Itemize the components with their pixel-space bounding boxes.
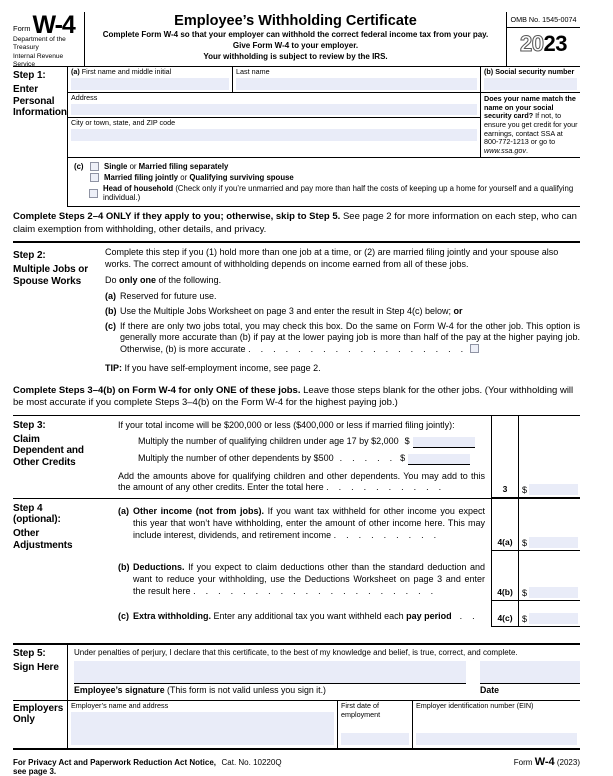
step3-amount-cell	[518, 416, 580, 498]
employer-name-label: Employer’s name and address	[71, 700, 169, 710]
step3-children-line: Multiply the number of qualifying children under age 17 by $2,000 $	[118, 436, 485, 448]
dot-leader: . . . . . . . . .	[333, 529, 439, 540]
step2-item-a: (a) Reserved for future use.	[105, 290, 217, 301]
step5-label: Step 5:	[13, 647, 46, 659]
step4c-amount-cell	[518, 601, 580, 627]
form-number: W-4	[32, 11, 75, 39]
form-footer	[13, 756, 580, 776]
employers-stub	[13, 701, 67, 748]
step1-stub	[13, 67, 67, 207]
filing-c-tag: (c)	[74, 162, 84, 172]
ssn-tag: (b)	[484, 67, 494, 76]
children-credit-input[interactable]	[413, 437, 475, 448]
filing-option-married-jointly: Married filing jointly or Qualifying surviving spouse	[74, 173, 580, 182]
step2-tip: TIP: If you have self-employment income, see page 2.	[105, 363, 321, 374]
other-dependents-input[interactable]	[408, 454, 470, 465]
omb-year-block	[506, 12, 580, 66]
dollar-sign: $	[522, 588, 528, 599]
step5-body	[67, 645, 580, 700]
step4-sublabel: Other Adjustments	[13, 528, 73, 551]
address-label: Address	[71, 93, 98, 102]
step4c-row	[13, 601, 580, 627]
dollar-sign: $	[522, 613, 528, 624]
employers-label: Employers Only	[13, 702, 64, 726]
date-block	[480, 661, 580, 695]
city-cell	[68, 118, 480, 143]
step4a-line-number: 4(a)	[491, 499, 518, 551]
city-label: City or town, state, and ZIP code	[71, 118, 176, 127]
employer-name-cell	[68, 701, 338, 748]
first-name-tag: (a)	[71, 67, 80, 76]
footer-form-id: Form W-4 (2023)	[513, 755, 580, 768]
agency-line-1: Department of the Treasury	[13, 36, 66, 52]
step4b-content: (b) Deductions. If you expect to claim deductions other than the standard deduction and want to reduce your withholding, use the Deductions Worksheet on page 3 and enter the result here . . . . . . . . . . . . . . . . . . . .	[118, 562, 485, 596]
form-word: Form	[13, 24, 31, 34]
form-title: Employee’s Withholding Certificate	[174, 13, 417, 29]
last-name-label: Last name	[236, 67, 270, 76]
step2-do-one: Do only one of the following.	[105, 274, 222, 285]
signature-label: Employee’s signature (This form is not valid unless you sign it.)	[74, 683, 466, 695]
step5-section	[13, 643, 580, 700]
step3-stub	[13, 416, 105, 498]
dollar-sign: $	[404, 436, 410, 447]
step2-label: Step 2:	[13, 250, 46, 262]
form-header	[13, 12, 580, 67]
step1-section	[13, 67, 580, 207]
form-subtitle-1: Complete Form W-4 so that your employer can withhold the correct federal income tax from your pay.	[102, 30, 489, 39]
step5-sublabel: Sign Here	[13, 661, 59, 673]
dollar-sign: $	[522, 485, 528, 496]
filing-status-section	[68, 158, 580, 207]
address-input[interactable]	[71, 104, 477, 115]
date-input[interactable]	[480, 661, 580, 683]
step2-section	[13, 243, 580, 381]
step3-section	[13, 416, 580, 499]
first-name-label: (a) First name and middle initial	[71, 67, 172, 76]
step4-stub	[13, 499, 105, 551]
agency-name	[13, 36, 82, 69]
step4b-amount-cell	[518, 551, 580, 601]
ein-label: Employer identification number (EIN)	[416, 700, 534, 710]
privacy-act-notice: For Privacy Act and Paperwork Reduction Act Notice, see page 3.	[13, 757, 217, 776]
step3-label: Step 3:	[13, 419, 46, 431]
step3-line-number: 3	[491, 416, 518, 498]
step1-body	[67, 67, 580, 207]
employer-name-address-input[interactable]	[71, 712, 334, 745]
deductions-input[interactable]	[529, 587, 578, 598]
step3-total-text: Add the amounts above for qualifying children and other dependents. You may add to this the amount of any other credits. Enter the total here . . . . . . . . . .	[118, 470, 485, 493]
ssn-cell	[481, 67, 580, 93]
step4-label: Step 4 (optional):	[13, 503, 61, 526]
omb-number: OMB No. 1545-0074	[507, 12, 580, 28]
step2-sublabel: Multiple Jobs or Spouse Works	[13, 264, 89, 287]
address-cell	[68, 93, 480, 118]
employers-only-section	[13, 700, 580, 750]
checkbox-head-of-household[interactable]	[89, 189, 98, 198]
ein-cell	[413, 701, 580, 748]
extra-withholding-input[interactable]	[529, 613, 578, 624]
dot-leader: . . . . . . . . . . . . . . . . . .	[248, 344, 466, 355]
step2-item-b: (b) Use the Multiple Jobs Worksheet on page 3 and enter the result in Step 4(c) below; or	[105, 305, 463, 316]
ssn-label: (b) Social security number	[484, 67, 575, 76]
signature-block	[74, 661, 466, 695]
signature-input[interactable]	[74, 661, 466, 683]
city-input[interactable]	[71, 129, 477, 141]
step2-stub	[13, 247, 105, 375]
checkbox-two-jobs[interactable]	[470, 344, 479, 353]
perjury-declaration: Under penalties of perjury, I declare that this certificate, to the best of my knowledge and belief, is true, correct, and complete.	[74, 647, 518, 657]
step3-content	[105, 416, 491, 498]
step4a-row	[13, 499, 580, 551]
filing-option-head-of-household: Head of household (Check only if you’re unmarried and pay more than half the costs of keeping up a home for yourself and a qualifying individual.)	[74, 184, 580, 202]
total-credits-input[interactable]	[529, 484, 578, 495]
first-date-label: First date of employment	[341, 700, 381, 719]
tax-year-prefix: 20	[520, 31, 544, 56]
tax-year-suffix: 23	[543, 31, 567, 56]
dot-leader: . . . . . . . . . . . . . . . . . . . .	[193, 585, 436, 596]
first-name-cell	[68, 67, 233, 92]
step4a-content: (a) Other income (not from jobs). If you want tax withheld for other income you expect this year that won’t have withholding, enter the amount of other income here. This may include interest, dividends, and retirement income . . . . . . . . .	[118, 506, 485, 540]
dot-leader: . .	[451, 611, 477, 622]
step3-sublabel: Claim Dependent and Other Credits	[13, 433, 84, 468]
date-label: Date	[480, 683, 580, 695]
first-name-input[interactable]	[71, 78, 229, 90]
first-date-cell	[338, 701, 413, 748]
filing-option-single: (c) Single or Married filing separately	[74, 162, 229, 172]
ssa-note: Does your name match the name on your social security card? If not, to ensure you get credit for your earnings, contact SSA at 800-772-1213 or go to www.ssa.gov.	[484, 94, 578, 155]
step4c-line-number: 4(c)	[491, 601, 518, 627]
checkbox-single-filing[interactable]	[90, 162, 99, 171]
step3-intro: If your total income will be $200,000 or less ($400,000 or less if married filing jointly):	[118, 419, 455, 430]
step4a-amount-cell	[518, 499, 580, 551]
dollar-sign: $	[522, 538, 528, 549]
dot-leader: . . . . .	[339, 453, 395, 464]
steps-3-4b-notice: Complete Steps 3–4(b) on Form W-4 for only ONE of these jobs. Leave those steps blank for the other jobs. (Your withholding will be most accurate if you complete Steps 3–4(b) on the Form W-4 for the highest paying job.)	[13, 381, 580, 416]
step1-sublabel: Enter Personal Information	[13, 84, 67, 118]
dollar-sign: $	[400, 453, 406, 464]
step4b-row	[13, 551, 580, 601]
other-income-input[interactable]	[529, 537, 578, 548]
first-date-employment-input[interactable]	[341, 733, 409, 745]
step2-content	[105, 247, 580, 375]
step2-intro: Complete this step if you (1) hold more than one job at a time, or (2) are married filing jointly and your spouse also works. The correct amount of withholding depends on income earned from all of these jobs.	[105, 247, 559, 270]
form-subtitle-2: Give Form W-4 to your employer.	[232, 40, 359, 50]
checkbox-married-jointly[interactable]	[90, 173, 99, 182]
form-subtitle-3: Your withholding is subject to review by the IRS.	[203, 51, 388, 61]
tax-year	[507, 28, 580, 57]
form-title-block	[85, 12, 506, 66]
dot-leader: . . . . . . . . . .	[326, 482, 444, 493]
catalog-number: Cat. No. 10220Q	[221, 757, 282, 767]
steps-2-4-notice: Complete Steps 2–4 ONLY if they apply to you; otherwise, skip to Step 5. See page 2 for more information on each step, who can claim exemption from withholding, other details, and privacy.	[13, 207, 580, 243]
step4b-line-number: 4(b)	[491, 551, 518, 601]
ein-input[interactable]	[416, 733, 577, 745]
ssn-input[interactable]	[484, 78, 577, 90]
last-name-input[interactable]	[236, 78, 477, 90]
step2-item-c: (c) If there are only two jobs total, you may check this box. Do the same on Form W-4 for the other job. This option is generally more accurate than (b) if pay at the lower paying job is more than half of the pay at the higher paying job. Otherwise, (b) is more accurate . . . . . . . . . . . . . . . . . .	[105, 320, 580, 355]
form-id-block	[13, 12, 85, 66]
last-name-cell	[233, 67, 480, 92]
step1-label: Step 1:	[13, 70, 46, 81]
step3-dependents-line: Multiply the number of other dependents by $500 . . . . . $	[118, 453, 485, 465]
ssa-website-link[interactable]: www.ssa.gov	[484, 145, 526, 155]
step4c-content: (c) Extra withholding. Enter any additional tax you want withheld each pay period . .	[118, 611, 477, 622]
step5-stub	[13, 645, 67, 700]
agency-line-2: Internal Revenue Service	[13, 52, 64, 68]
